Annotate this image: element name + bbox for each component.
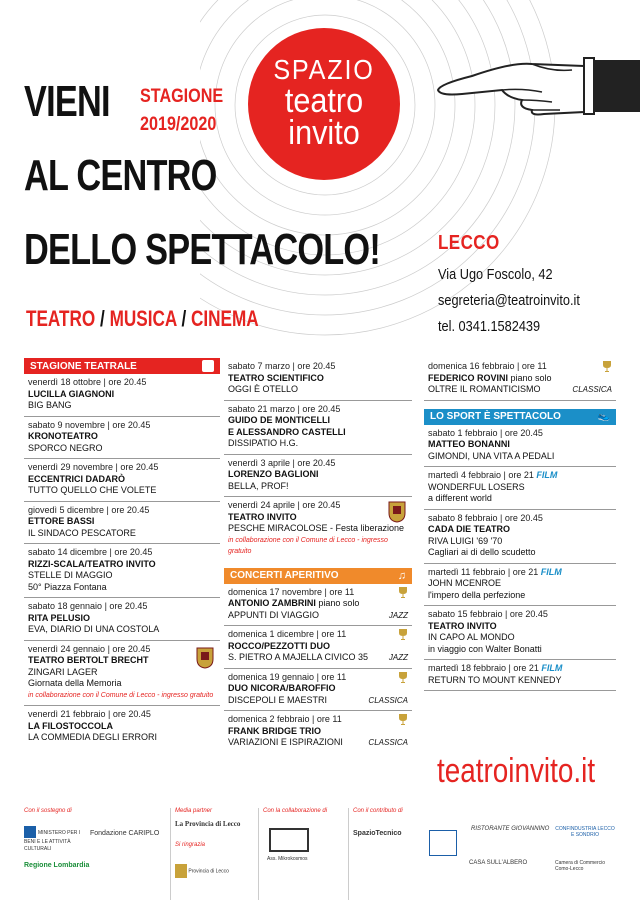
event-date: venerdì 24 gennaio | ore 20.45 bbox=[28, 643, 151, 654]
sponsor-group-label: Con il contributo di bbox=[353, 808, 403, 814]
category-cinema: CINEMA bbox=[190, 306, 259, 331]
event-item bbox=[24, 598, 220, 641]
event-name: DUO NICORA/BAROFFIO bbox=[228, 683, 336, 693]
regione-lombardia-logo: Regione Lombardia bbox=[24, 862, 90, 869]
mibac-logo: MINISTERO PER I BENI E LE ATTIVITÀ CULTURALI bbox=[24, 826, 82, 852]
event-extra: in viaggio con Walter Bonatti bbox=[428, 643, 542, 654]
sponsor-group bbox=[258, 808, 346, 900]
event-title: IL SINDACO PESCATORE bbox=[28, 527, 136, 538]
masks-icon bbox=[202, 360, 214, 372]
category-teatro: TEATRO bbox=[26, 306, 96, 331]
genre-tag: CLASSICA bbox=[368, 738, 408, 747]
event-name: RITA PELUSIO bbox=[28, 612, 91, 623]
event-item bbox=[224, 669, 412, 712]
event-date: sabato 7 marzo | ore 20.45 bbox=[228, 361, 336, 371]
column-2 bbox=[224, 358, 412, 753]
event-title: IN CAPO AL MONDO bbox=[428, 632, 515, 642]
event-title: OGGI È OTELLO bbox=[228, 384, 299, 394]
comune-di-lecco-crest-icon bbox=[196, 647, 214, 669]
event-title: DISSIPATIO H.G. bbox=[228, 438, 299, 448]
event-item bbox=[24, 544, 220, 598]
event-date: sabato 9 novembre | ore 20.45 bbox=[28, 419, 151, 430]
bank-logo-icon bbox=[429, 830, 457, 856]
event-name: KRONOTEATRO bbox=[28, 431, 98, 441]
spazio-teatro-invito-logo bbox=[248, 28, 400, 180]
event-item bbox=[224, 358, 412, 401]
event-item bbox=[24, 459, 220, 502]
headline-line3: DELLO SPETTACOLO! bbox=[24, 225, 380, 274]
event-item bbox=[24, 417, 220, 460]
event-name: TEATRO BERTOLT BRECHT bbox=[28, 655, 149, 665]
event-date: martedì 4 febbraio | ore 21 bbox=[428, 470, 534, 480]
logo-line2: teatro bbox=[284, 82, 364, 120]
sneaker-icon: 👟 bbox=[597, 411, 610, 422]
event-name: LUCILLA GIAGNONI bbox=[28, 388, 115, 399]
event-name: RIZZI-SCALA/TEATRO INVITO bbox=[28, 558, 156, 569]
event-name: MATTEO BONANNI bbox=[428, 439, 510, 449]
mikrokosmos-building-icon bbox=[269, 828, 309, 852]
column-3 bbox=[424, 358, 616, 691]
wine-glass-icon bbox=[398, 672, 408, 684]
logo-line3: invito bbox=[288, 114, 360, 152]
confindustria-logo: CONFINDUSTRIA LECCO E SONDRIO bbox=[555, 826, 615, 838]
event-item bbox=[224, 401, 412, 455]
event-item bbox=[224, 711, 412, 753]
event-name: GUIDO DE MONTICELLI bbox=[228, 415, 330, 425]
event-name: CADA DIE TEATRO bbox=[428, 524, 510, 534]
concerti-header bbox=[224, 568, 412, 584]
event-item bbox=[24, 502, 220, 545]
address: Via Ugo Foscolo, 42 bbox=[438, 266, 553, 283]
fondazione-cariplo-logo: Fondazione CARIPLO bbox=[90, 830, 160, 837]
event-subtitle: a different world bbox=[428, 493, 492, 503]
sponsor-group-label: Con la collaborazione di bbox=[263, 808, 328, 814]
event-item bbox=[424, 358, 616, 401]
event-instrument: piano solo bbox=[510, 372, 552, 383]
event-name: E ALESSANDRO CASTELLI bbox=[228, 426, 346, 437]
event-date: domenica 2 febbraio | ore 11 bbox=[228, 714, 342, 724]
genre-tag: CLASSICA bbox=[572, 385, 612, 394]
wine-glass-icon bbox=[398, 587, 408, 599]
event-date: domenica 1 dicembre | ore 11 bbox=[228, 629, 347, 639]
event-item bbox=[424, 564, 616, 607]
genre-tag: JAZZ bbox=[388, 653, 408, 662]
headline-line1: VIENI bbox=[24, 77, 110, 126]
event-subtitle: l'impero della perfezione bbox=[428, 589, 526, 600]
mikrokosmos-logo: Ass. Mikrokosmos bbox=[267, 856, 308, 862]
website-link[interactable]: teatroinvito.it bbox=[437, 752, 596, 790]
event-name: TEATRO INVITO bbox=[228, 511, 297, 522]
sponsor-group bbox=[348, 808, 620, 900]
event-date: martedì 11 febbraio | ore 21 bbox=[428, 566, 539, 577]
event-title: EVA, DIARIO DI UNA COSTOLA bbox=[28, 624, 160, 634]
event-name: ETTORE BASSI bbox=[28, 516, 95, 526]
event-name: TEATRO INVITO bbox=[428, 620, 497, 631]
event-title: PESCHE MIRACOLOSE - Festa liberazione bbox=[228, 523, 405, 533]
camera-di-commercio-logo: Camera di Commercio Como-Lecco bbox=[555, 860, 606, 872]
event-name-text: FEDERICO ROVINI bbox=[428, 372, 509, 383]
event-extra: Giornata della Memoria bbox=[28, 678, 122, 688]
event-date: giovedì 5 dicembre | ore 20.45 bbox=[28, 504, 150, 515]
event-item bbox=[424, 425, 616, 468]
sport-header bbox=[424, 409, 616, 425]
event-title: SPORCO NEGRO bbox=[28, 442, 103, 453]
event-name: TEATRO SCIENTIFICO bbox=[228, 372, 324, 383]
event-date: venerdì 18 ottobre | ore 20.45 bbox=[28, 377, 147, 387]
event-title: S. PIETRO A MAJELLA CIVICO 35 bbox=[228, 652, 369, 662]
pointing-hand-icon bbox=[432, 54, 640, 124]
event-title: VARIAZIONI E ISPIRAZIONI bbox=[228, 737, 343, 747]
event-item bbox=[224, 497, 412, 562]
event-name: FRANK BRIDGE TRIO bbox=[228, 725, 321, 736]
spaziotecnico-logo: SpazioTecnico bbox=[353, 830, 402, 837]
event-title: ZINGARI LAGER bbox=[28, 666, 98, 677]
film-tag: FILM bbox=[540, 566, 562, 577]
event-item bbox=[424, 606, 616, 660]
event-item bbox=[24, 374, 220, 417]
season-label: STAGIONE bbox=[140, 86, 224, 107]
categories bbox=[26, 306, 259, 332]
event-name: LA FILOSTOCCOLA bbox=[28, 720, 113, 731]
event-title: BELLA, PROF! bbox=[228, 480, 289, 491]
event-date: domenica 16 febbraio | ore 11 bbox=[428, 361, 547, 371]
event-title: JOHN MCENROE bbox=[428, 578, 502, 588]
concerti-header-label: CONCERTI APERITIVO bbox=[230, 570, 339, 581]
sponsor-group bbox=[20, 808, 168, 900]
event-date: domenica 17 novembre | ore 11 bbox=[228, 586, 355, 597]
event-title: APPUNTI DI VIAGGIO bbox=[228, 609, 320, 620]
event-title: RIVA LUIGI '69 '70 bbox=[428, 535, 503, 546]
event-date: sabato 8 febbraio | ore 20.45 bbox=[428, 512, 543, 523]
event-name: ECCENTRICI DADARÒ bbox=[28, 473, 126, 484]
event-item bbox=[424, 660, 616, 691]
event-date: sabato 18 gennaio | ore 20.45 bbox=[28, 601, 148, 611]
wine-glass-icon bbox=[398, 714, 408, 726]
event-date: domenica 19 gennaio | ore 11 bbox=[228, 671, 347, 682]
event-date: sabato 1 febbraio | ore 20.45 bbox=[428, 427, 543, 438]
ristorante-giovannino-logo: RISTORANTE GIOVANNINO bbox=[471, 826, 550, 832]
event-name: LORENZO BAGLIONI bbox=[228, 469, 319, 479]
la-provincia-logo: La Provincia di Lecco bbox=[175, 820, 241, 828]
event-note: in collaborazione con il Comune di Lecco - ingresso gratuito bbox=[28, 691, 214, 699]
genre-tag: CLASSICA bbox=[368, 695, 408, 705]
sponsor-group-label: Con il sostegno di bbox=[24, 808, 72, 814]
event-date: sabato 21 marzo | ore 20.45 bbox=[228, 403, 341, 414]
event-name bbox=[428, 373, 612, 385]
logo-line1: SPAZIO bbox=[273, 54, 375, 85]
phone: tel. 0341.1582439 bbox=[438, 318, 541, 335]
wine-glass-icon bbox=[398, 629, 408, 641]
event-item bbox=[24, 641, 220, 707]
event-date: martedì 18 febbraio | ore 21 bbox=[428, 663, 539, 673]
event-date: venerdì 29 novembre | ore 20.45 bbox=[28, 462, 159, 472]
event-name: ROCCO/PEZZOTTI DUO bbox=[228, 640, 330, 651]
event-item bbox=[424, 510, 616, 564]
casa-sull-albero-logo: CASA SULL'ALBERO bbox=[469, 860, 528, 866]
email-link[interactable]: segreteria@teatroinvito.it bbox=[438, 292, 580, 309]
city: LECCO bbox=[438, 232, 500, 254]
event-title: GIMONDI, UNA VITA A PEDALI bbox=[428, 450, 555, 461]
event-instrument: piano solo bbox=[318, 598, 360, 608]
event-date: sabato 15 febbraio | ore 20.45 bbox=[428, 609, 548, 619]
event-name-text: ANTONIO ZAMBRINI bbox=[228, 598, 316, 608]
event-note: in collaborazione con il Comune di Lecco - ingresso gratuito bbox=[228, 536, 388, 555]
music-note-icon: ♫ bbox=[397, 569, 406, 582]
event-item bbox=[24, 706, 220, 748]
sport-header-label: LO SPORT È SPETTACOLO bbox=[430, 411, 561, 422]
event-title: RETURN TO MOUNT KENNEDY bbox=[428, 674, 562, 685]
sponsors-footer bbox=[20, 808, 620, 900]
event-title: WONDERFUL LOSERS bbox=[428, 481, 525, 492]
event-date: venerdì 21 febbraio | ore 20.45 bbox=[28, 709, 151, 719]
event-item bbox=[424, 467, 616, 510]
sponsor-group bbox=[170, 808, 256, 900]
event-date: venerdì 24 aprile | ore 20.45 bbox=[228, 500, 341, 510]
headline-line2: AL CENTRO bbox=[24, 151, 217, 200]
event-date: venerdì 3 aprile | ore 20.45 bbox=[228, 457, 336, 468]
event-item bbox=[224, 584, 412, 627]
event-title: TUTTO QUELLO CHE VOLETE bbox=[28, 485, 157, 495]
event-title: BIG BANG bbox=[28, 400, 72, 410]
event-extra: Cagliari ai di dello scudetto bbox=[428, 547, 536, 557]
event-title: STELLE DI MAGGIO bbox=[28, 570, 113, 580]
category-sep: / bbox=[100, 306, 105, 331]
event-item bbox=[224, 455, 412, 498]
stagione-header bbox=[24, 358, 220, 374]
stagione-teatrale-column bbox=[24, 358, 220, 748]
sponsor-group-label: Media partner bbox=[175, 808, 213, 814]
film-tag: FILM bbox=[541, 663, 563, 673]
stagione-header-label: STAGIONE TEATRALE bbox=[30, 360, 137, 372]
category-musica: MUSICA bbox=[109, 306, 177, 331]
event-item bbox=[224, 626, 412, 669]
event-extra: 50° Piazza Fontana bbox=[28, 581, 107, 592]
event-title: OLTRE IL ROMANTICISMO bbox=[428, 384, 541, 394]
wine-glass-icon bbox=[602, 361, 612, 373]
event-title: DISCEPOLI E MAESTRI bbox=[228, 694, 328, 705]
provincia-di-lecco-logo: Provincia di Lecco bbox=[175, 864, 229, 878]
event-title: LA COMMEDIA DEGLI ERRORI bbox=[28, 732, 158, 742]
season-years: 2019/2020 bbox=[140, 114, 217, 135]
category-sep: / bbox=[181, 306, 187, 331]
event-name bbox=[228, 598, 408, 610]
genre-tag: JAZZ bbox=[388, 610, 408, 620]
event-date: sabato 14 dicembre | ore 20.45 bbox=[28, 547, 153, 557]
comune-di-lecco-crest-icon bbox=[388, 501, 406, 523]
film-tag: FILM bbox=[536, 470, 558, 480]
sponsor-group-label: Si ringrazia bbox=[175, 842, 206, 848]
